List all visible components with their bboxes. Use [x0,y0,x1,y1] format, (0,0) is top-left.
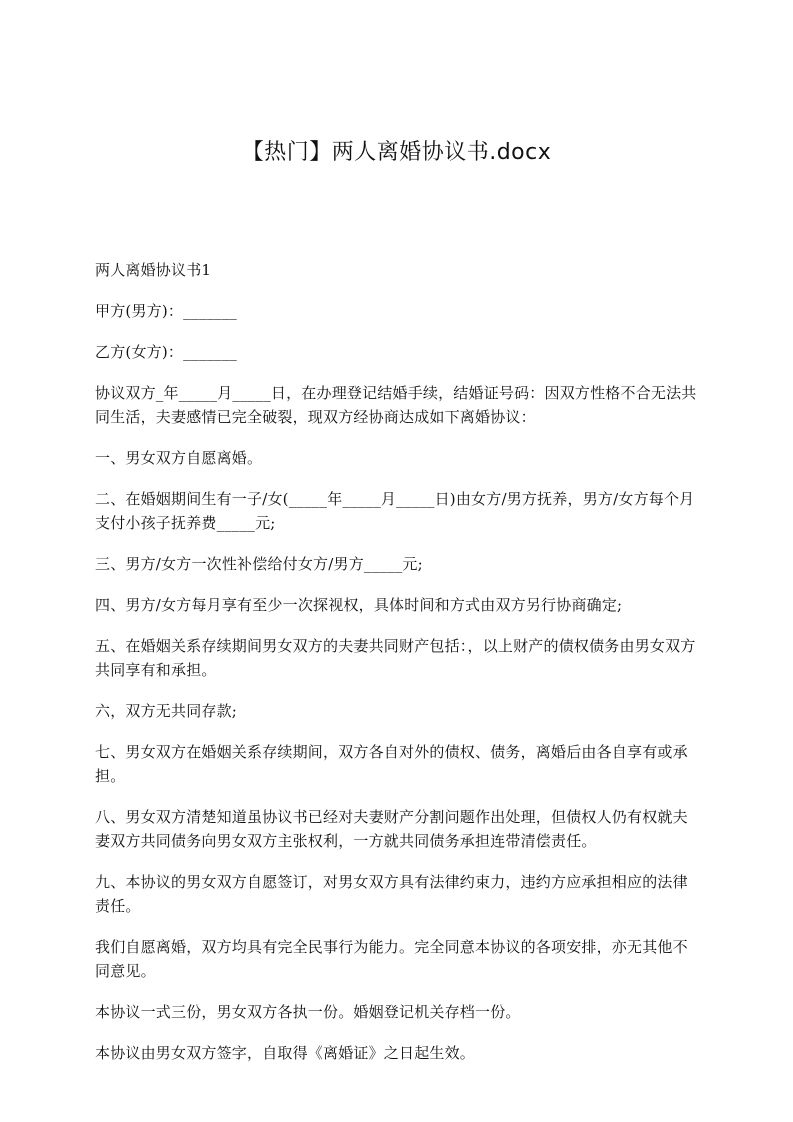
document-title: 【热门】两人离婚协议书.docx [241,140,552,165]
effective-statement: 本协议由男女双方签字，自取得《离婚证》之日起生效。 [95,1044,476,1062]
clause-6: 六，双方无共同存款; [95,702,238,720]
party-a-line: 甲方(男方)：_______ [95,302,238,320]
agreement-subtitle: 两人离婚协议书1 [95,261,212,279]
copies-statement: 本协议一式三份，男女双方各执一份。婚姻登记机关存档一份。 [95,1003,521,1021]
agreement-intro: 协议双方_年_____月_____日，在办理登记结婚手续，结婚证号码：因双方性格不合无法共同生活，夫妻感情已完全破裂，现双方经协商达成如下离婚协议： [95,384,697,426]
document-body [95,258,700,1082]
clause-1: 一、男女双方自愿离婚。 [95,449,263,467]
clause-8: 八、男女双方清楚知道虽协议书已经对夫妻财产分割问题作出处理，但债权人仍有权就夫妻双方共同债务向男女双方主张权利，一方就共同债务承担连带清偿责任。 [95,808,688,850]
clause-2: 二、在婚姻期间生有一子/女(_____年_____月_____日)由女方/男方抚养，男方/女方每个月支付小孩子抚养费_____元; [95,490,695,532]
party-b-line: 乙方(女方)：_______ [95,343,238,361]
clause-3: 三、男方/女方一次性补偿给付女方/男方_____元; [95,555,423,573]
clause-5: 五、在婚姻关系存续期间男女双方的夫妻共同财产包括：，以上财产的债权债务由男女双方共同享有和承担。 [95,637,696,679]
clause-9: 九、本协议的男女双方自愿签订，对男女双方具有法律约束力，违约方应承担相应的法律责任。 [95,873,688,915]
clause-4: 四、男方/女方每月享有至少一次探视权，具体时间和方式由双方另行协商确定; [95,596,623,614]
voluntary-statement: 我们自愿离婚，双方均具有完全民事行为能力。完全同意本协议的各项安排，亦无其他不同意见。 [95,938,688,980]
clause-7: 七、男女双方在婚姻关系存续期间，双方各自对外的债权、债务，离婚后由各自享有或承担。 [95,743,688,785]
